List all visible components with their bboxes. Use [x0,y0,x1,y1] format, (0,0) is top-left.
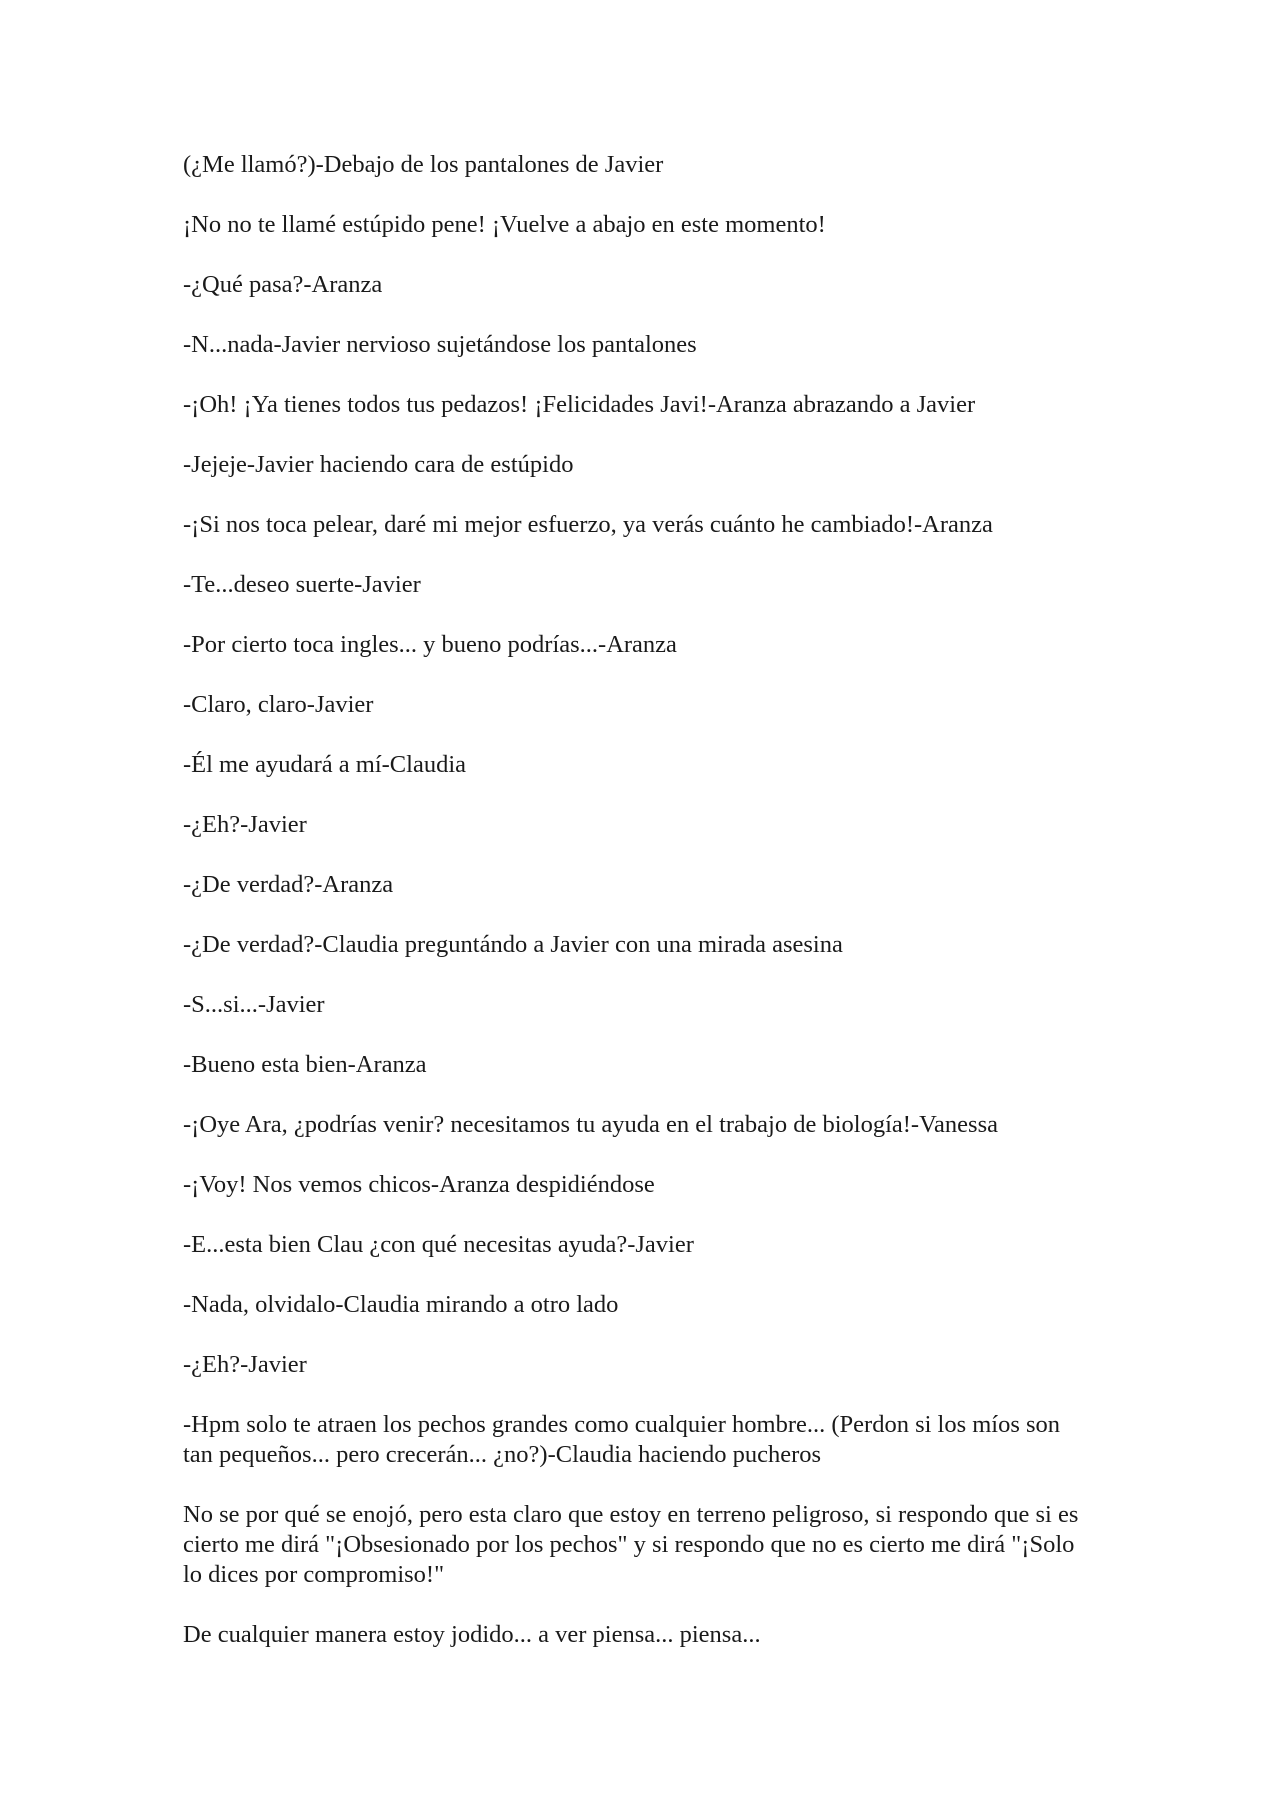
paragraph: -Te...deseo suerte-Javier [183,571,421,598]
paragraph: -E...esta bien Clau ¿con qué necesitas ayuda?-Javier [183,1231,694,1258]
paragraph: -¡Oh! ¡Ya tienes todos tus pedazos! ¡Felicidades Javi!-Aranza abrazando a Javier [183,391,976,418]
paragraph: -¿Eh?-Javier [183,811,307,838]
paragraph: -Por cierto toca ingles... y bueno podrías...-Aranza [183,631,677,658]
paragraph: -Hpm solo te atraen los pechos grandes como cualquier hombre... (Perdon si los míos son tan pequeños... pero crecerán... ¿no?)-Claudia haciendo pucheros [183,1411,1061,1468]
paragraph: De cualquier manera estoy jodido... a ver piensa... piensa... [183,1621,761,1648]
paragraph: -¿Qué pasa?-Aranza [183,271,383,298]
paragraph: ¡No no te llamé estúpido pene! ¡Vuelve a abajo en este momento! [183,211,826,238]
document-body [183,150,1083,1650]
paragraph: No se por qué se enojó, pero esta claro que estoy en terreno peligroso, si respondo que si es cierto me dirá "¡Obsesionado por los pechos" y si respondo que no es cierto me dirá "¡Solo lo dices por compromiso!" [183,1501,1079,1588]
paragraph: -¡Voy! Nos vemos chicos-Aranza despidiéndose [183,1171,655,1198]
paragraph: -Él me ayudará a mí-Claudia [183,751,466,778]
paragraph: -¿De verdad?-Claudia preguntándo a Javier con una mirada asesina [183,931,843,958]
paragraph: -Bueno esta bien-Aranza [183,1051,427,1078]
paragraph: -¡Oye Ara, ¿podrías venir? necesitamos tu ayuda en el trabajo de biología!-Vanessa [183,1111,998,1138]
paragraph: -¿Eh?-Javier [183,1351,307,1378]
paragraph: -Jejeje-Javier haciendo cara de estúpido [183,451,574,478]
paragraph: -¡Si nos toca pelear, daré mi mejor esfuerzo, ya verás cuánto he cambiado!-Aranza [183,511,993,538]
paragraph: -S...si...-Javier [183,991,325,1018]
paragraph: -Claro, claro-Javier [183,691,374,718]
paragraph: -N...nada-Javier nervioso sujetándose los pantalones [183,331,697,358]
paragraph: -Nada, olvidalo-Claudia mirando a otro lado [183,1291,619,1318]
paragraph: (¿Me llamó?)-Debajo de los pantalones de Javier [183,151,664,178]
paragraph: -¿De verdad?-Aranza [183,871,394,898]
